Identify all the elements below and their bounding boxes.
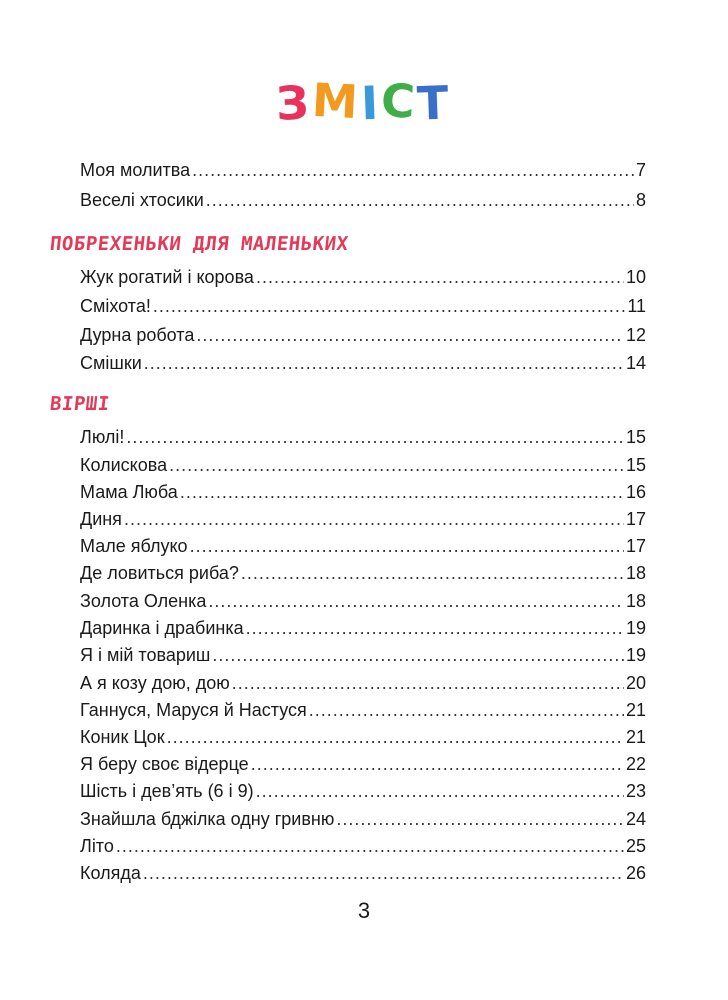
toc-entry-page: 17 [625, 536, 646, 556]
toc-entry[interactable] [80, 805, 646, 833]
toc-entry-page: 15 [625, 427, 646, 447]
toc-leader-dots [190, 532, 624, 560]
toc-entry[interactable] [80, 156, 646, 184]
toc-entry-title: Даринка і драбинка [80, 618, 244, 638]
toc-leader-dots [169, 451, 624, 479]
toc-entry-page: 25 [625, 836, 646, 856]
toc-entry-title: Смішки [80, 353, 142, 373]
toc-entry-page: 15 [625, 455, 646, 475]
page-title [0, 72, 728, 131]
toc-entry[interactable] [80, 292, 646, 320]
toc-leader-dots [144, 349, 624, 377]
toc-leader-dots [212, 641, 624, 669]
toc-entry[interactable] [80, 349, 646, 377]
toc-entry-title: Шість і дев’ять (6 і 9) [80, 781, 254, 801]
toc-entry-title: Де ловиться риба? [80, 563, 239, 583]
toc-entry-title: Я і мій товариш [80, 645, 211, 665]
toc-entry-page: 19 [625, 645, 646, 665]
toc-entry[interactable] [80, 614, 646, 642]
section-heading-virshi: ВІРШІ [48, 393, 111, 415]
toc-entry-page: 19 [625, 618, 646, 638]
toc-entry[interactable] [80, 532, 646, 560]
toc-entry[interactable] [80, 832, 646, 860]
title-letter-4: С [379, 73, 419, 129]
toc-entry[interactable] [80, 723, 646, 751]
toc-entry[interactable] [80, 696, 646, 724]
toc-entry[interactable] [80, 478, 646, 506]
toc-entry-page: 16 [625, 482, 646, 502]
toc-entry-page: 23 [625, 781, 646, 801]
toc-entry-page: 21 [625, 700, 646, 720]
toc-entry-title: Моя молитва [80, 160, 191, 180]
toc-entry-page: 18 [625, 563, 646, 583]
toc-leader-dots [232, 669, 624, 697]
page-number: 3 [357, 898, 371, 923]
toc-entry[interactable] [80, 423, 646, 451]
toc-entry-title: Сміхота! [80, 296, 151, 316]
toc-entry-title: Коляда [80, 863, 141, 883]
toc-leader-dots [124, 505, 624, 533]
toc-entry-title: Жук рогатий і корова [80, 267, 254, 287]
title-letter-3: І [359, 75, 382, 131]
toc-entry-page: 21 [625, 727, 646, 747]
toc-entry-title: А я козу дою, дою [80, 673, 230, 693]
toc-entry[interactable] [80, 263, 646, 291]
toc-leader-dots [246, 614, 624, 642]
toc-entry[interactable] [80, 859, 646, 887]
toc-entry-page: 26 [625, 863, 646, 883]
toc-entry[interactable] [80, 186, 646, 214]
toc-entry-title: Мале яблуко [80, 536, 188, 556]
toc-leader-dots [167, 723, 624, 751]
toc-leader-dots [241, 559, 624, 587]
toc-entry-title: Веселі хтосики [80, 190, 204, 210]
toc-entry[interactable] [80, 777, 646, 805]
toc-entry-title: Я беру своє відерце [80, 754, 249, 774]
toc-leader-dots [206, 186, 634, 214]
toc-entry-page: 14 [625, 353, 646, 373]
toc-entry-title: Люлі! [80, 427, 125, 447]
title-letter-1: З [275, 75, 313, 131]
toc-entry[interactable] [80, 750, 646, 778]
toc-entry-title: Дурна робота [80, 325, 195, 345]
section-heading-pobrekhenky: ПОБРЕХЕНЬКИ ДЛЯ МАЛЕНЬКИХ [48, 233, 350, 255]
toc-entry-title: Золота Оленка [80, 591, 207, 611]
toc-entry-title: Мама Люба [80, 482, 178, 502]
toc-leader-dots [336, 805, 624, 833]
toc-entry-title: Колискова [80, 455, 168, 475]
toc-leader-dots [180, 478, 624, 506]
toc-leader-dots [309, 696, 624, 724]
toc-entry[interactable] [80, 669, 646, 697]
toc-entry[interactable] [80, 641, 646, 669]
toc-entry-page: 12 [625, 325, 646, 345]
toc-leader-dots [196, 321, 624, 349]
toc-leader-dots [192, 156, 634, 184]
toc-entry[interactable] [80, 321, 646, 349]
toc-entry[interactable] [80, 587, 646, 615]
toc-entry-title: Диня [80, 509, 122, 529]
toc-entry-page: 24 [625, 809, 646, 829]
toc-leader-dots [143, 859, 624, 887]
toc-entry-title: Коник Цок [80, 727, 165, 747]
title-letter-2: М [310, 72, 363, 130]
toc-leader-dots [126, 423, 624, 451]
toc-entry[interactable] [80, 451, 646, 479]
toc-entry-page: 20 [625, 673, 646, 693]
toc-entry-title: Знайшла бджілка одну гривню [80, 809, 335, 829]
toc-entry-page: 7 [635, 160, 646, 180]
toc-leader-dots [256, 263, 624, 291]
toc-entry-page: 18 [625, 591, 646, 611]
toc-leader-dots [208, 587, 624, 615]
title-letter-5: Т [416, 75, 453, 131]
toc-entry-title: Літо [80, 836, 114, 856]
toc-entry-page: 11 [627, 296, 646, 316]
toc-entry-page: 17 [625, 509, 646, 529]
toc-leader-dots [153, 292, 625, 320]
toc-entry-page: 22 [625, 754, 646, 774]
toc-leader-dots [251, 750, 624, 778]
toc-entry[interactable] [80, 559, 646, 587]
toc-entry-page: 10 [625, 267, 646, 287]
toc-entry-title: Ганнуся, Маруся й Настуся [80, 700, 307, 720]
toc-leader-dots [256, 777, 624, 805]
toc-entry-page: 8 [635, 190, 646, 210]
toc-entry[interactable] [80, 505, 646, 533]
toc-leader-dots [116, 832, 624, 860]
